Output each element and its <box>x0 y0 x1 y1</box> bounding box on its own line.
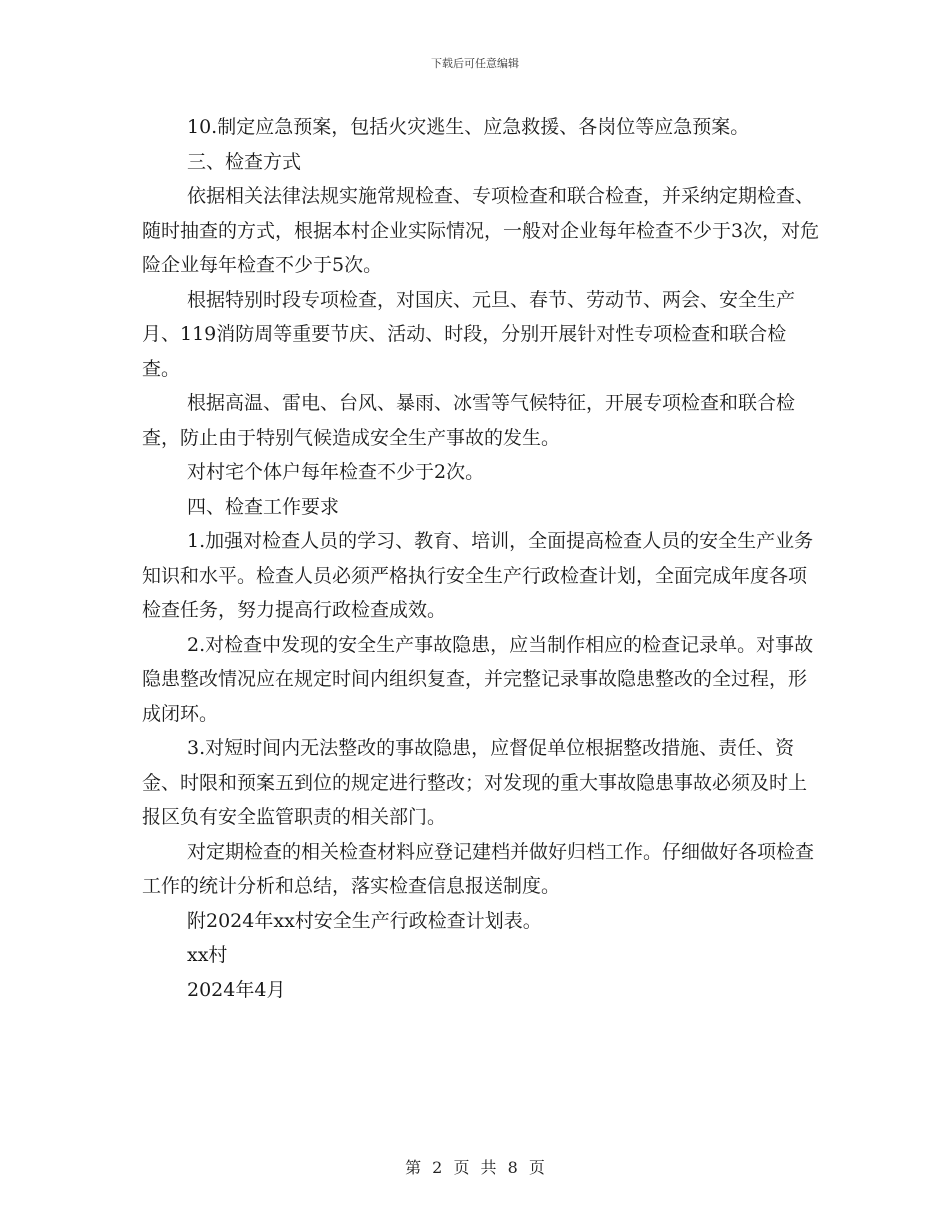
paragraph-inspection-basis: 依据相关法律法规实施常规检查、专项检查和联合检查，并采纳定期检查、随时抽查的方式，根据本村企业实际情况，一般对企业每年检查不少于3次，对危险企业每年检查不少于5次。 <box>142 185 820 276</box>
paragraph-special-period: 根据特别时段专项检查，对国庆、元旦、春节、劳动节、两会、安全生产月、119消防周等重要节庆、活动、时段，分别开展针对性专项检查和联合检查。 <box>142 288 796 380</box>
paragraph-emergency-plan: 10.制定应急预案，包括火灾逃生、应急救援、各岗位等应急预案。 <box>187 116 750 138</box>
page-header-note: 下载后可任意编辑 <box>431 57 519 70</box>
paragraph-requirement-1: 1.加强对检查人员的学习、教育、培训，全面提高检查人员的安全生产业务知识和水平。检查人员必须严格执行安全生产行政检查计划，全面完成年度各项检查任务，努力提高行政检查成效。 <box>142 530 814 621</box>
signature-date: 2024年4月 <box>187 978 286 1001</box>
paragraph-household-check: 对村宅个体户每年检查不少于2次。 <box>187 461 485 483</box>
signature-village: xx村 <box>187 944 228 966</box>
section-heading-work-requirements: 四、检查工作要求 <box>187 495 340 518</box>
paragraph-requirement-2: 2.对检查中发现的安全生产事故隐患，应当制作相应的检查记录单。对事故隐患整改情况应在规定时间内组织复查，并完整记录事故隐患整改的全过程，形成闭环。 <box>142 633 814 725</box>
page-number: 第 2 页 共 8 页 <box>405 1158 545 1177</box>
paragraph-weather-check: 根据高温、雷电、台风、暴雨、冰雪等气候特征，开展专项检查和联合检查，防止由于特别气候造成安全生产事故的发生。 <box>142 392 796 449</box>
paragraph-attachment: 附2024年xx村安全生产行政检查计划表。 <box>187 909 542 932</box>
section-heading-inspection-method: 三、检查方式 <box>187 150 302 173</box>
paragraph-archiving: 对定期检查的相关检查材料应登记建档并做好归档工作。仔细做好各项检查工作的统计分析和总结，落实检查信息报送制度。 <box>142 840 815 897</box>
document-body <box>142 110 822 1007</box>
paragraph-requirement-3: 3.对短时间内无法整改的事故隐患，应督促单位根据整改措施、责任、资金、时限和预案五到位的规定进行整改；对发现的重大事故隐患事故必须及时上报区负有安全监管职责的相关部门。 <box>142 737 808 828</box>
